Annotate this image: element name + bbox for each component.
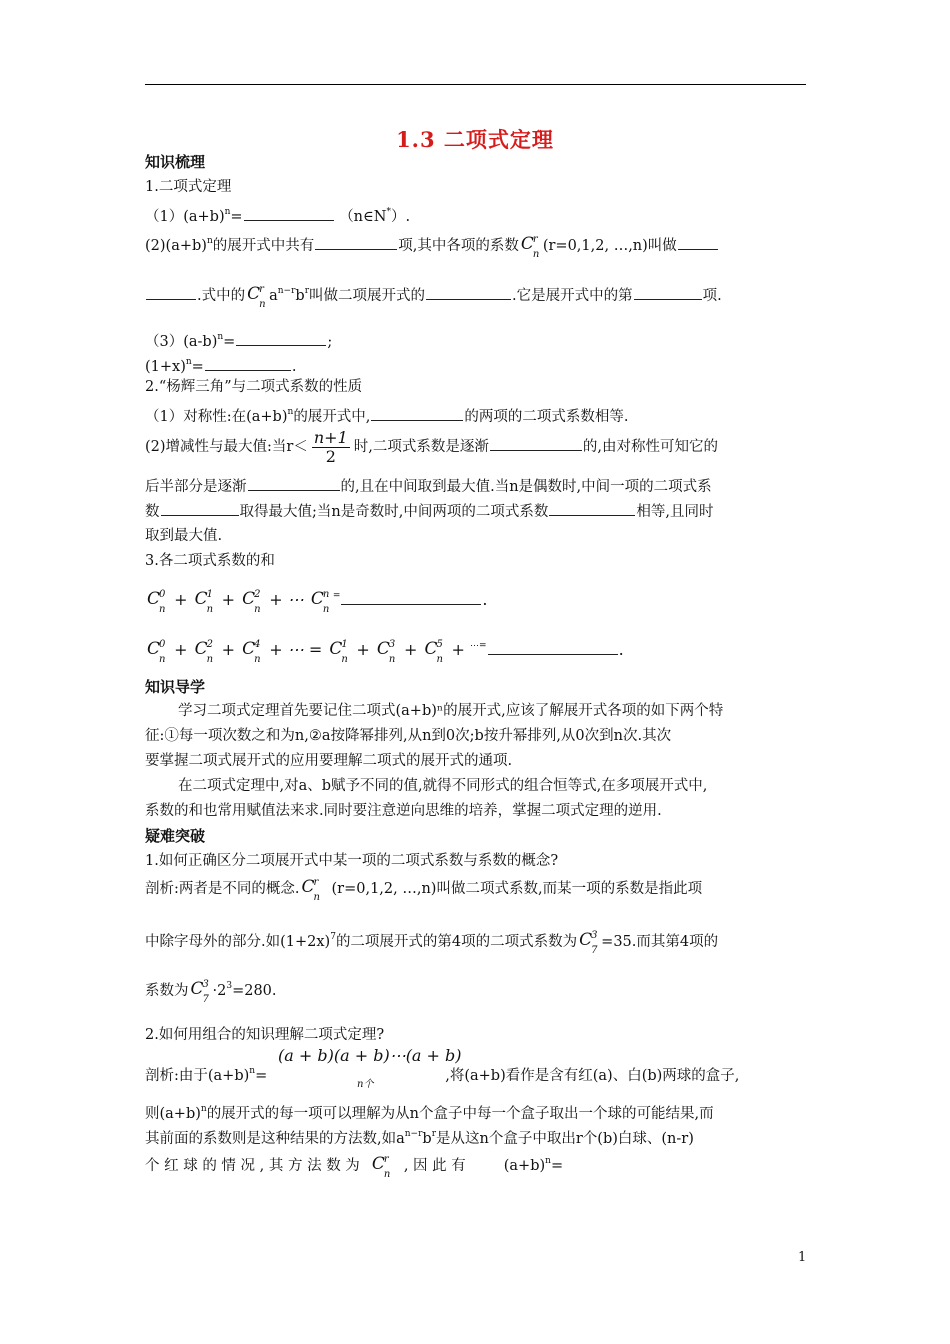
paragraph-line: 系数的和也常用赋值法来求.同时要注意逆向思维的培养，掌握二项式定理的逆用. (145, 803, 662, 819)
text-line: 则$(a+b)^n$的展开式的每一项可以理解为从n个盒子中每一个盒子取出一个球的可能结果,而 (145, 1104, 714, 1122)
fill-blank[interactable] (146, 285, 196, 300)
page-title: 1.3 二项式定理 (396, 127, 554, 152)
text-line: 其前面的系数则是这种结果的方法数,如$a^{n-r}b^r$是从这n个盒子中取出r个(b)白球、(n-r) (145, 1129, 694, 1147)
product-expression: (a + b)(a + b)⋯(a + b) (278, 1046, 462, 1065)
fill-blank[interactable] (161, 501, 239, 516)
text-line: $(1+x)^n=$ . (145, 357, 297, 375)
fill-blank[interactable] (248, 476, 340, 491)
text-line: 中除字母外的部分.如$(1+2x)^7$的二项展开式的第4项的二项式系数为 C 3 7 =35.而其第4项的 (145, 930, 719, 956)
fill-blank[interactable] (488, 640, 618, 655)
text-line: 后半部分是逐渐 的,且在中间取到最大值.当n是偶数时,中间一项的二项式系 (145, 476, 712, 497)
product-count-label: n个 (357, 1079, 374, 1090)
fill-blank[interactable] (341, 590, 481, 605)
text-line: $(1)(a+b)^n=$ （n∈N*）. (145, 207, 411, 225)
text-line: $(3)(a-b)^n=$ ; (145, 332, 333, 350)
fill-blank[interactable] (678, 235, 718, 250)
fill-blank[interactable] (634, 285, 702, 300)
section-heading: 疑难突破 (145, 827, 206, 845)
text-line: (2)增减性与最大值:当r＜ $\frac{n+1}{2}$ 时,二项式系数是逐渐 的,由对称性可知它的 (145, 427, 718, 466)
text-line: （1）对称性:在$(a+b)^n$的展开式中, 的两项的二项式系数相等. (145, 407, 629, 425)
text-line: 数 取得最大值;当n是奇数时,中间两项的二项式系数 相等,且同时 (145, 501, 713, 522)
fraction: $\frac{n+1}{2}$ (313, 427, 348, 466)
section-heading: 知识梳理 (145, 153, 206, 171)
fill-blank[interactable] (490, 436, 582, 451)
formula-line: C 0 n + C 1 n + C 2 n + ⋯ C n n = . (147, 589, 488, 615)
binomial-coef: C r n (520, 234, 540, 260)
fill-blank[interactable] (315, 235, 397, 250)
text-line: .式中的 C r n $a^{n-r}b^r$叫做二项展开式的 .它是展开式中的第 项. (145, 281, 722, 306)
text-line: $(2)(a+b)^n$的展开式中共有 项,其中各项的系数 C r n (r=0,1,2, …,n)叫做 (145, 231, 719, 256)
question-line: 1.如何正确区分二项展开式中某一项的二项式系数与系数的概念? (145, 853, 559, 869)
fill-blank[interactable] (549, 501, 635, 516)
formula-line: C 0 n + C 2 n + C 4 n + ⋯ = C 1 n + C 3 n + C 5 n + ⋯= . (147, 639, 624, 665)
subheading: 2.“杨辉三角”与二项式系数的性质 (145, 379, 363, 395)
text-line: 剖析:由于$(a+b)^n=$ ,将(a+b)看作是含有红(a)、白(b)两球的盒子, (145, 1066, 740, 1084)
page-number: 1 (798, 1250, 807, 1265)
text-line: 个 红 球 的 情 况 , 其 方 法 数 为 C r n , 因 此 有 $(a+b)^n=$ (145, 1154, 564, 1180)
text-line: 系数为 C 3 7 $\cdot 2^3=280$. (145, 979, 277, 1005)
paragraph-line: 要掌握二项式展开式的应用要理解二项式的展开式的通项. (145, 753, 513, 769)
fill-blank[interactable] (205, 356, 291, 371)
text-line: 剖析:两者是不同的概念. C r n (r=0,1,2, …,n)叫做二项式系数,而某一项的系数是指此项 (145, 877, 703, 903)
fill-blank[interactable] (426, 285, 511, 300)
header-rule (145, 84, 806, 85)
fill-blank[interactable] (371, 406, 463, 421)
paragraph-line: 征:①每一项次数之和为n,②a按降幂排列,从n到0次;b按升幂排列,从0次到n次.其次 (145, 728, 672, 744)
paragraph-line: 学习二项式定理首先要记住二项式(a+b)ⁿ的展开式,应该了解展开式各项的如下两个特 (178, 703, 724, 719)
fill-blank[interactable] (236, 331, 326, 346)
fill-blank[interactable] (244, 206, 334, 221)
section-heading: 知识导学 (145, 678, 206, 696)
binomial-coef: C r n (247, 284, 266, 310)
subheading: 1.二项式定理 (145, 179, 232, 195)
text-line: 取到最大值. (145, 528, 223, 544)
paragraph-line: 在二项式定理中,对a、b赋予不同的值,就得不同形式的组合恒等式,在多项展开式中, (178, 778, 708, 794)
subheading: 3.各二项式系数的和 (145, 553, 275, 569)
question-line: 2.如何用组合的知识理解二项式定理? (145, 1027, 385, 1043)
